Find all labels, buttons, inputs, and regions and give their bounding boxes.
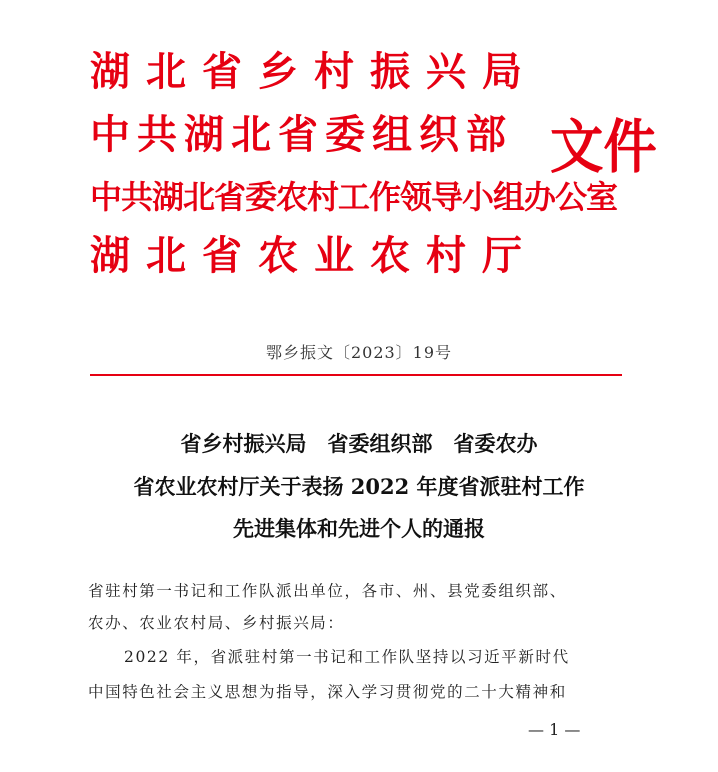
document-number: 鄂乡振文〔2023〕19号 — [265, 343, 453, 362]
body-line: 2022 年，省派驻村第一书记和工作队坚持以习近平新时代 — [124, 648, 570, 666]
title-line-2: 省农业农村厅关于表扬 2022 年度省派驻村工作 — [133, 474, 585, 499]
red-divider — [90, 374, 622, 376]
body-line: 农办、农业农村局、乡村振兴局： — [88, 614, 345, 632]
body-line: 省驻村第一书记和工作队派出单位，各市、州、县党委组织部、 — [88, 582, 567, 600]
body-line: 中国特色社会主义思想为指导，深入学习贯彻党的二十大精神和 — [88, 683, 567, 701]
issuer-line-2: 中共湖北省委组织部 — [90, 112, 513, 158]
page-number: — 1 — — [528, 720, 581, 739]
issuer-line-1: 湖北省乡村振兴局 — [90, 49, 538, 95]
issuer-line-4: 湖北省农业农村厅 — [90, 233, 538, 279]
issuer-line-3: 中共湖北省委农村工作领导小组办公室 — [90, 178, 618, 216]
title-line-1: 省乡村振兴局 省委组织部 省委农办 — [180, 431, 538, 456]
title-line-3: 先进集体和先进个人的通报 — [233, 516, 485, 541]
document-suffix: 文件 — [550, 113, 657, 181]
